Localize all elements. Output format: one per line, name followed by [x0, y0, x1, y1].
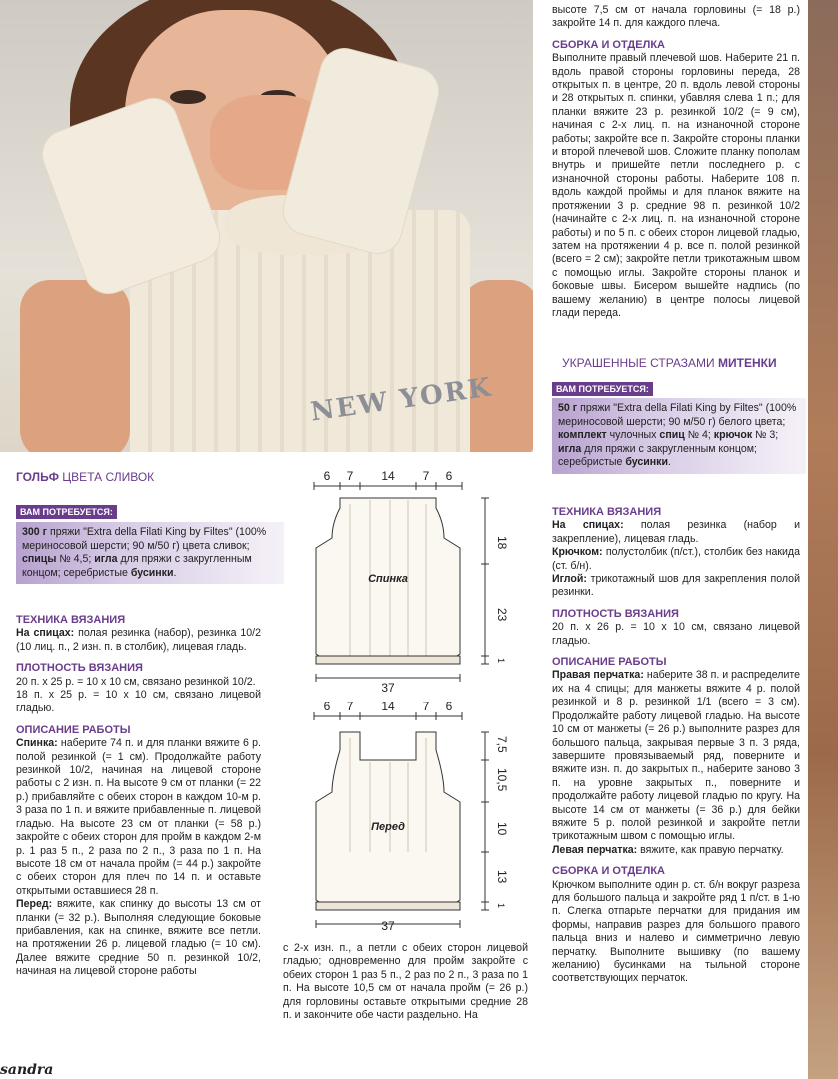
back-diagram	[300, 468, 510, 698]
need-text: № 3;	[752, 429, 779, 441]
front-dim-right-2: 10,5	[495, 768, 509, 792]
label: На спицах:	[16, 627, 75, 640]
front-diagram	[300, 702, 510, 934]
label: Спинка:	[16, 737, 58, 750]
page-edge-photo	[808, 0, 838, 1079]
continued-text: высоте 7,5 см от начала горловины (= 18 р.) закройте 14 п. для каждого плеча.	[552, 4, 800, 30]
need-needle: игла	[94, 553, 118, 565]
mittens-title-prefix: УКРАШЕННЫЕ СТРАЗАМИ	[562, 356, 718, 370]
back-dim-top-1: 6	[323, 469, 331, 483]
golf-density-2: 18 п. х 25 р. = 10 х 10 см, связано лицевой гладью.	[16, 689, 261, 715]
label: Правая перчатка:	[552, 669, 644, 682]
right-top-column	[552, 4, 800, 320]
mittens-left-glove	[552, 844, 800, 857]
back-dim-top-3: 14	[381, 469, 395, 483]
need-text: для пряжи с закругленным концом; серебристые	[558, 442, 757, 468]
back-dim-top-5: 6	[445, 469, 453, 483]
need-yarn: пряжи "Extra della Filati King by Filtes" (100% мериносовой шерсти; 90 м/50 г) белого цвета;	[558, 402, 797, 428]
mittens-title-main: МИТЕНКИ	[718, 356, 777, 370]
left-arm	[20, 280, 130, 452]
need-hook: крючок	[713, 429, 753, 441]
need-weight: 50 г	[558, 402, 578, 414]
mittens-title	[562, 356, 777, 370]
text: наберите 38 п. и распределите их на 4 спицы; для манжеты вяжите 4 р. полой резинкой и 8 р. резинкой 1/1 (всего = 3 см). Продолжайте работу лицевой гладью. На высоте 10 см от манжеты (= 26 р.) выполните разрез для большого пальца, закрывая первые 3 п. 3 ряда, завершите провязываемый ряд, поверните и вяжите изн. п. до закрытых п., наберите заново 3 п. на уровне закрытых п., поверните и продолжайте работу лицевой гладью по кругу. На высоте 14 см от манжеты (= 36 р.) для бейки вяжите 5 р. полой резинкой и закройте петли трикотажным швом с помощью иглы.	[552, 669, 800, 843]
back-label: Спинка	[368, 573, 408, 585]
need-text: № 4,5;	[56, 553, 95, 565]
golf-title	[16, 470, 154, 484]
front-dim-top-3: 14	[381, 702, 395, 713]
golf-body	[16, 614, 261, 979]
left-eye	[170, 90, 206, 104]
text: вяжите, как правую перчатку.	[637, 843, 784, 856]
need-set: комплект	[558, 429, 607, 441]
label: Иглой:	[552, 573, 587, 586]
golf-desc-heading: ОПИСАНИЕ РАБОТЫ	[16, 723, 131, 736]
golf-tech-text	[16, 627, 261, 654]
golf-density-heading: ПЛОТНОСТЬ ВЯЗАНИЯ	[16, 662, 143, 675]
label: Левая перчатка:	[552, 843, 638, 856]
mittens-tech-2	[552, 546, 800, 573]
label: На спицах:	[552, 519, 624, 532]
mittens-assembly-text: Крючком выполните один р. ст. б/н вокруг разреза для большого пальца и закройте ряд 1 п/ст. в 1-ю п. Слегка отпарьте перчатки для придания им формы, направив разрез для большого правого пальца вниз и налево и симметрично левую перчатку. Выполните вышивку (по вашему желанию) бусинками на тыльной стороне соответствующих перчаток.	[552, 878, 800, 985]
mittens-density-text: 20 п. х 26 р. = 10 х 10 см, связано лицевой гладью.	[552, 621, 800, 647]
need-text: чулочных	[606, 429, 660, 441]
need-text: для пряжи с закругленным концом; серебристые	[22, 553, 252, 579]
text: вяжите, как спинку до высоты 13 см от планки (= 32 р.). Выполняя следующие боковые прибавления, как на спинке, вяжите все петли. на протяжении 26 р. лицевой гладью (= 10 см). Далее вяжите средние 50 п. резинкой 10/2, начиная на лицевой стороне работы	[16, 898, 261, 978]
front-dim-top-5: 6	[445, 702, 453, 713]
front-dim-top-2: 7	[346, 702, 354, 713]
text: трикотажный шов для закрепления полой резинки.	[552, 573, 800, 599]
model-photo	[0, 0, 533, 452]
mittens-tech-3	[552, 573, 800, 600]
need-needles: спицы	[22, 553, 57, 565]
golf-mid-column	[283, 942, 528, 1022]
need-beads: бусинки	[625, 456, 668, 468]
front-dim-top-1: 6	[323, 702, 331, 713]
text: полая резинка (набор и закрепление), лицевая гладь.	[552, 519, 800, 545]
need-yarn: пряжи "Extra della Filati King by Filtes" (100% мериносовой шерсти; 90 м/50 г) цвета сливок;	[22, 526, 267, 552]
brand-footer: sandra	[0, 1062, 54, 1078]
front-dim-right-4: 13	[495, 870, 509, 884]
text: полая резинка (набор), резинка 10/2 (10 лиц. п., 2 изн. п. в столбик), лицевая гладь.	[16, 627, 261, 653]
back-dim-right-2: 23	[495, 608, 509, 622]
golf-title-main: ГОЛЬФ	[16, 470, 59, 484]
back-dim-right-1: 18	[495, 536, 509, 550]
text: наберите 74 п. и для планки вяжите 6 р. полой резинкой (= 1 см). Продолжайте работу резинкой 10/2, начиная на лицевой стороне работы с 2 изн. п. На высоте 9 см от планки (= 22 р.) прибавляйте с обеих сторон в каждом 10-м р. 3 раза по 1 п. и вяжите прибавленные п. лицевой гладью. На высоте 23 см от планки (= 58 р.) закройте с обеих сторон для пройм в каждом 2-м р. 1 раз 5 п., 2 раза по 2 п., 3 раза по 1 п. На высоте 18 см от начала пройм (= 44 р.) закройте с обеих сторон для плеч по 14 п. и оставьте открытыми оставшиеся 28 п.	[16, 737, 261, 897]
front-dim-right-1: 7,5	[495, 736, 509, 753]
right-arm	[460, 280, 533, 452]
mittens-desc-heading: ОПИСАНИЕ РАБОТЫ	[552, 656, 667, 669]
golf-title-rest: ЦВЕТА СЛИВОК	[58, 470, 155, 484]
mittens-need-box	[552, 398, 806, 474]
back-dim-top-4: 7	[422, 469, 430, 483]
label: Перед:	[16, 898, 53, 911]
front-dim-bottom: 37	[381, 919, 395, 933]
mittens-tech-1	[552, 519, 800, 546]
back-dim-bottom: 37	[381, 681, 395, 695]
need-weight: 300 г	[22, 526, 48, 538]
golf-front	[16, 898, 261, 978]
text: полустолбик (п/ст.), столбик без накида (ст. б/н).	[552, 546, 800, 572]
need-text: .	[173, 566, 177, 579]
sweater-lettering: NEW YORK	[308, 372, 495, 428]
assembly-text: Выполните правый плечевой шов. Наберите 21 п. вдоль правой стороны горловины переда, 28 открытых п. в центре, 20 п. вдоль левой стороны и 28 открытых п. спинки, убавляя слева 1 п.; для планки вяжите 23 р. резинкой 10/2 (= 9 см), начиная с 2-х лиц. п. на изнаночной стороне работы; закройте все п. Закройте стороны планки и второй плечевой шов. Сложите планку пополам внутрь и пришейте петли последнего р. с изнаночной стороны работы. Наберите 108 п. вдоль каждой проймы и для планок вяжите на протяжении 3 р. средние 98 п. резинкой 10/2 (начинайте с 2-х лиц. п. на изнаночной стороне работы) и по 5 п. с обеих сторон лицевой гладью, затем на протяжении 4 р. все п. полой резинкой (всего = 2 см); закройте петли трикотажным швом с помощью иглы. Закройте стороны планок и боковые швы. Бисером вышейте надпись (по вашему желанию) в центре полосы лицевой глади переда.	[552, 52, 800, 319]
back-dim-top-2: 7	[346, 469, 354, 483]
mittens-need-tag: ВАМ ПОТРЕБУЕТСЯ:	[552, 382, 653, 396]
need-needles: спиц	[659, 429, 685, 441]
mittens-body	[552, 506, 800, 986]
need-beads: бусинки	[130, 566, 174, 579]
assembly-heading: СБОРКА И ОТДЕЛКА	[552, 38, 665, 51]
need-text: .	[668, 456, 671, 468]
mittens-tech-heading: ТЕХНИКА ВЯЗАНИЯ	[552, 506, 662, 518]
golf-need-tag: ВАМ ПОТРЕБУЕТСЯ:	[16, 505, 117, 519]
label: Крючком:	[552, 546, 603, 559]
need-needle: игла	[558, 442, 582, 455]
golf-front-continued: с 2-х изн. п., а петли с обеих сторон лицевой гладью; одновременно для пройм закройте с обеих сторон 1 раз 5 п., 2 раз по 2 п., 3 раза по 1 п. На высоте 10,5 см от начала пройм (= 26 р.) для горловины оставьте открытыми средние 28 п. и закончите обе части раздельно. На	[283, 942, 528, 1022]
back-dim-right-3: 1	[496, 658, 506, 664]
front-label: Перед	[371, 821, 405, 833]
front-dim-right-5: 1	[496, 903, 506, 909]
need-text: № 4;	[684, 429, 714, 441]
mittens-right-glove	[552, 669, 800, 843]
golf-tech-heading: ТЕХНИКА ВЯЗАНИЯ	[16, 614, 126, 626]
golf-density-1: 20 п. х 25 р. = 10 х 10 см, связано резинкой 10/2.	[16, 675, 256, 688]
golf-back	[16, 737, 261, 898]
mittens-density-heading: ПЛОТНОСТЬ ВЯЗАНИЯ	[552, 607, 679, 620]
front-dim-top-4: 7	[422, 702, 430, 713]
front-dim-right-3: 10	[495, 822, 509, 836]
mittens-assembly-heading: СБОРКА И ОТДЕЛКА	[552, 865, 665, 878]
golf-need-box	[16, 522, 284, 584]
